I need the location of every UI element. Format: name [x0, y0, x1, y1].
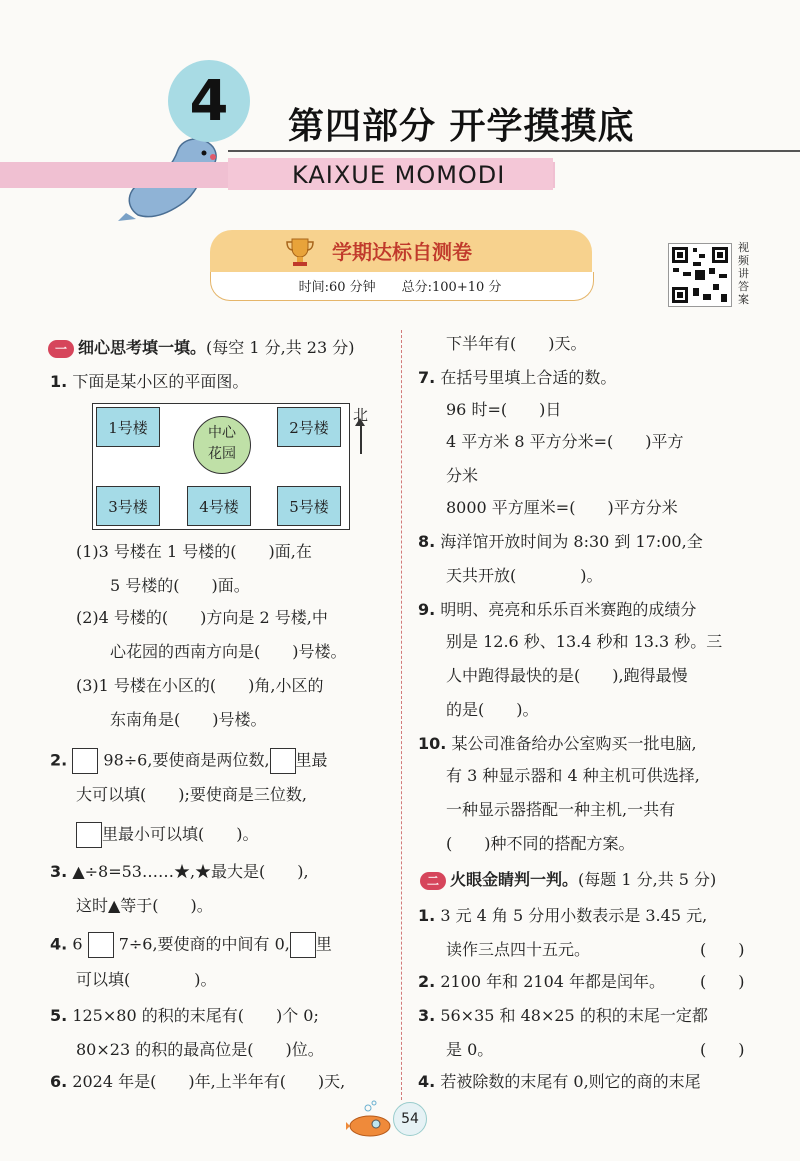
question-8 — [418, 532, 703, 552]
garden-label-2: 花园 — [208, 446, 236, 462]
question-7 — [418, 368, 616, 388]
part-number-badge: 4 — [168, 60, 250, 142]
title-rule — [228, 150, 800, 152]
part-title: 第四部分 开学摸摸底 — [288, 106, 635, 147]
q3-line2: 这时▲等于( )。 — [76, 896, 213, 915]
section1-heading — [48, 338, 354, 358]
q10-line2: 有 3 种显示器和 4 种主机可供选择, — [446, 766, 700, 785]
q7-line2: 4 平方米 8 平方分米=( )平方 — [446, 432, 684, 451]
q8-number: 8. — [418, 532, 436, 551]
q9-line4: 的是( )。 — [446, 700, 539, 719]
j1-text: 3 元 4 角 5 分用小数表示是 3.45 元, — [440, 906, 708, 925]
q1-number: 1. — [50, 372, 68, 391]
q10-number: 10. — [418, 734, 447, 753]
j1-line2: 读作三点四十五元。 — [446, 940, 591, 959]
q2-text-c: 里最小可以填( )。 — [102, 824, 259, 844]
section2-scoring: (每题 1 分,共 5 分) — [578, 870, 717, 889]
qr-code-icon[interactable] — [668, 243, 732, 307]
q5-line2: 80×23 的积的最高位是( )位。 — [76, 1040, 324, 1059]
test-info: 时间:60 分钟 总分:100+10 分 — [298, 280, 502, 295]
community-map — [92, 403, 350, 530]
question-9 — [418, 600, 696, 620]
trophy-icon — [285, 236, 315, 268]
q8-line2: 天共开放( )。 — [446, 566, 603, 585]
q7-text: 在括号里填上合适的数。 — [440, 368, 617, 387]
q4-line2: 可以填( )。 — [76, 970, 217, 989]
building-3: 3号楼 — [96, 486, 160, 526]
q2-number: 2. — [50, 750, 68, 770]
judge-4 — [418, 1072, 701, 1092]
section2-title: 火眼金睛判一判。 — [450, 870, 579, 889]
question-5 — [50, 1006, 319, 1026]
q2-text-a: 98÷6,要使商是两位数, — [103, 750, 270, 770]
q2-text-b: 里最 — [295, 750, 328, 770]
q7-number: 7. — [418, 368, 436, 387]
q4-text-b: 7÷6,要使商的中间有 0, — [118, 934, 290, 954]
q2-blank-box-2[interactable] — [270, 748, 296, 774]
q2-line2: 大可以填( );要使商是三位数, — [76, 785, 307, 804]
q7-line4: 8000 平方厘米=( )平方分米 — [446, 498, 678, 517]
q10-text: 某公司准备给办公室购买一批电脑, — [451, 734, 697, 753]
q6-text: 2024 年是( )年,上半年有( )天, — [72, 1072, 346, 1091]
question-1 — [50, 372, 248, 392]
central-garden — [193, 416, 251, 474]
j4-number: 4. — [418, 1072, 436, 1091]
q4-text-c: 里 — [315, 934, 332, 954]
q7-line3: 分米 — [446, 466, 479, 485]
building-5: 5号楼 — [277, 486, 341, 526]
j3-line2: 是 0。 — [446, 1040, 494, 1059]
q4-number: 4. — [50, 934, 68, 954]
building-4: 4号楼 — [187, 486, 251, 526]
q10-line3: 一种显示器搭配一种主机,一共有 — [446, 800, 676, 819]
q4-text-a: 6 — [72, 934, 83, 954]
q7-line1: 96 时=( )日 — [446, 400, 562, 419]
q9-text: 明明、亮亮和乐乐百米赛跑的成绩分 — [440, 600, 697, 619]
q9-number: 9. — [418, 600, 436, 619]
q1c-line1: (3)1 号楼在小区的( )角,小区的 — [76, 676, 324, 695]
north-arrow-shaft — [360, 424, 362, 454]
question-10 — [418, 734, 697, 754]
question-6 — [50, 1072, 345, 1092]
q8-text: 海洋馆开放时间为 8:30 到 17:00,全 — [440, 532, 703, 551]
j1-number: 1. — [418, 906, 436, 925]
north-label: 北 — [353, 406, 369, 424]
garden-label-1: 中心 — [208, 425, 236, 441]
building-2: 2号楼 — [277, 407, 341, 447]
j3-text: 56×35 和 48×25 的积的末尾一定都 — [440, 1006, 708, 1025]
pinyin-title: KAIXUE MOMODI — [292, 161, 506, 189]
submarine-fish-icon — [346, 1100, 396, 1140]
section1-badge: 一 — [48, 340, 74, 358]
qr-label: 视频讲答案 — [738, 241, 749, 306]
q2-blank-box-3[interactable] — [76, 822, 102, 848]
q5-text: 125×80 的积的末尾有( )个 0; — [72, 1006, 319, 1025]
q10-line4: ( )种不同的搭配方案。 — [446, 834, 635, 853]
section2-heading — [420, 870, 716, 890]
j1-answer-paren[interactable]: ( ) — [700, 940, 745, 959]
q1c-line2: 东南角是( )号楼。 — [110, 710, 267, 729]
q6-number: 6. — [50, 1072, 68, 1091]
j4-text: 若被除数的末尾有 0,则它的商的末尾 — [440, 1072, 701, 1091]
q9-line2: 别是 12.6 秒、13.4 秒和 13.3 秒。三 — [446, 632, 723, 651]
section1-title: 细心思考填一填。 — [78, 338, 207, 357]
q2-line3 — [76, 822, 259, 848]
question-4 — [50, 932, 332, 958]
q2-blank-box[interactable] — [72, 748, 98, 774]
q1a-line2: 5 号楼的( )面。 — [110, 576, 250, 595]
q4-blank-box[interactable] — [88, 932, 114, 958]
building-1: 1号楼 — [96, 407, 160, 447]
section1-scoring: (每空 1 分,共 23 分) — [206, 338, 355, 357]
j2-number: 2. — [418, 972, 436, 991]
q9-line3: 人中跑得最快的是( ),跑得最慢 — [446, 666, 688, 685]
q3-text: ▲÷8=53……★,★最大是( ), — [72, 862, 309, 881]
judge-1 — [418, 906, 707, 926]
q3-number: 3. — [50, 862, 68, 881]
q1-text: 下面是某小区的平面图。 — [72, 372, 249, 391]
q4-blank-box-2[interactable] — [290, 932, 316, 958]
j3-number: 3. — [418, 1006, 436, 1025]
j2-answer-paren[interactable]: ( ) — [700, 972, 745, 991]
column-divider — [401, 330, 402, 1100]
question-3 — [50, 862, 309, 882]
question-2 — [50, 748, 328, 774]
j2-text: 2100 年和 2104 年都是闰年。 — [440, 972, 666, 991]
j3-answer-paren[interactable]: ( ) — [700, 1040, 745, 1059]
q1a-line1: (1)3 号楼在 1 号楼的( )面,在 — [76, 542, 312, 561]
q5-number: 5. — [50, 1006, 68, 1025]
page-number: 54 — [393, 1102, 427, 1136]
judge-3 — [418, 1006, 708, 1026]
test-title: 学期达标自测卷 — [332, 240, 472, 264]
judge-2 — [418, 972, 665, 992]
q1b-line2: 心花园的西南方向是( )号楼。 — [110, 642, 347, 661]
q1b-line1: (2)4 号楼的( )方向是 2 号楼,中 — [76, 608, 328, 627]
section2-badge: 二 — [420, 872, 446, 890]
q6-line2: 下半年有( )天。 — [446, 334, 587, 353]
